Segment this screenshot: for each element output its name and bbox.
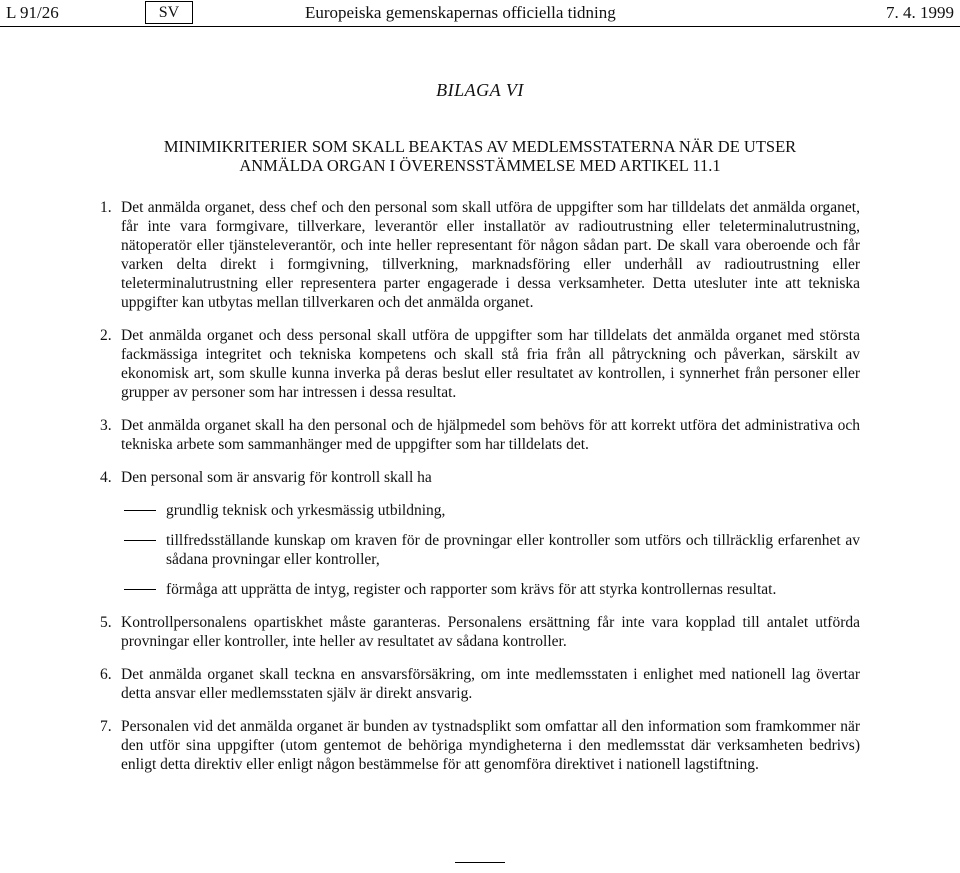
end-rule — [455, 862, 505, 863]
dash-list-item — [121, 531, 860, 569]
list-item — [100, 717, 860, 774]
item-number: 6. — [100, 666, 112, 683]
item-number: 1. — [100, 199, 112, 216]
criteria-list — [100, 198, 860, 788]
language-code-box: SV — [145, 1, 193, 24]
document-title — [100, 137, 860, 175]
dash-list-item — [121, 580, 860, 599]
item-number: 2. — [100, 327, 112, 344]
list-item — [100, 198, 860, 312]
item-paragraph: Det anmälda organet och dess personal skall utföra de uppgifter som har tilldelats det anmälda organet med största fackmässiga integritet och tekniska kompetens och skall stå fria från all påtryckning och påverkan, särskilt av ekonomisk art, som skulle kunna inverka på deras beslut eller resultatet av kontrollen, i synnerhet från personer eller grupper av personer som har intressen i dessa resultat. — [121, 327, 860, 401]
item-number: 5. — [100, 614, 112, 631]
item-number: 3. — [100, 417, 112, 434]
item-number: 4. — [100, 469, 112, 486]
page-header — [0, 0, 960, 27]
item-paragraph: Det anmälda organet, dess chef och den personal som skall utföra de uppgifter som har tilldelats det anmälda organet, får inte vara formgivare, tillverkare, leverantör eller installatör av radioutrustning eller teleterminalutrustning, nätoperatör eller tjänsteleverantör, och inte heller representant för någon sådan part. De skall vara oberoende och får varken delta direkt i formgivning, tillverkning, marknadsföring eller underhåll av radioutrustning eller teleterminalutrustning eller representera parter engagerade i dessa verksamheter. Detta utesluter inte att tekniska uppgifter kan utbytas mellan tillverkaren och det anmälda organet. — [121, 199, 860, 311]
list-item — [100, 665, 860, 703]
dash-item-text: tillfredsställande kunskap om kraven för de provningar eller kontroller som utförs och tillräcklig erfarenhet av sådana provningar eller kontroller, — [166, 532, 860, 568]
item-paragraph: Det anmälda organet skall teckna en ansvarsförsäkring, om inte medlemsstaten i enlighet med nationell lag övertar detta ansvar eller medlemsstaten själv är direkt ansvarig. — [121, 666, 860, 702]
dash-marker — [124, 540, 156, 541]
dash-list-item — [121, 501, 860, 520]
list-item — [100, 416, 860, 454]
item-number: 7. — [100, 718, 112, 735]
journal-reference: L 91/26 — [6, 3, 59, 22]
list-item — [100, 613, 860, 651]
dash-item-text: förmåga att upprätta de intyg, register och rapporter som krävs för att styrka kontrollernas resultat. — [166, 581, 777, 598]
dash-marker — [124, 589, 156, 590]
annex-title: BILAGA VI — [436, 80, 524, 100]
list-item — [100, 468, 860, 599]
item-paragraph: Det anmälda organet skall ha den personal och de hjälpmedel som behövs för att korrekt utföra det administrativa och tekniska arbete som sammanhänger med de uppgifter som har tilldelats det. — [121, 417, 860, 453]
title-line-1: MINIMIKRITERIER SOM SKALL BEAKTAS AV MEDLEMSSTATERNA NÄR DE UTSER — [163, 137, 797, 156]
item-paragraph: Kontrollpersonalens opartiskhet måste garanteras. Personalens ersättning får inte vara kopplad till antalet utförda provningar eller kontroller, inte heller av resultatet av sådana kontroller. — [121, 614, 860, 650]
dash-marker — [124, 510, 156, 511]
publication-date: 7. 4. 1999 — [886, 3, 954, 22]
list-item — [100, 326, 860, 402]
journal-name: Europeiska gemenskapernas officiella tidning — [305, 3, 616, 22]
dash-item-text: grundlig teknisk och yrkesmässig utbildning, — [166, 502, 446, 519]
title-line-2: ANMÄLDA ORGAN I ÖVERENSSTÄMMELSE MED ARTIKEL 11.1 — [239, 156, 721, 175]
item-paragraph: Personalen vid det anmälda organet är bunden av tystnadsplikt som omfattar all den information som framkommer när den utför sina uppgifter (utom gentemot de behöriga myndigheterna i den medlemsstat där verksamheten bedrivs) enligt detta direktiv eller enligt någon bestämmelse för att genomföra direktivet i nationell lagstiftning. — [121, 718, 860, 773]
item-paragraph: Den personal som är ansvarig för kontroll skall ha — [121, 469, 432, 486]
